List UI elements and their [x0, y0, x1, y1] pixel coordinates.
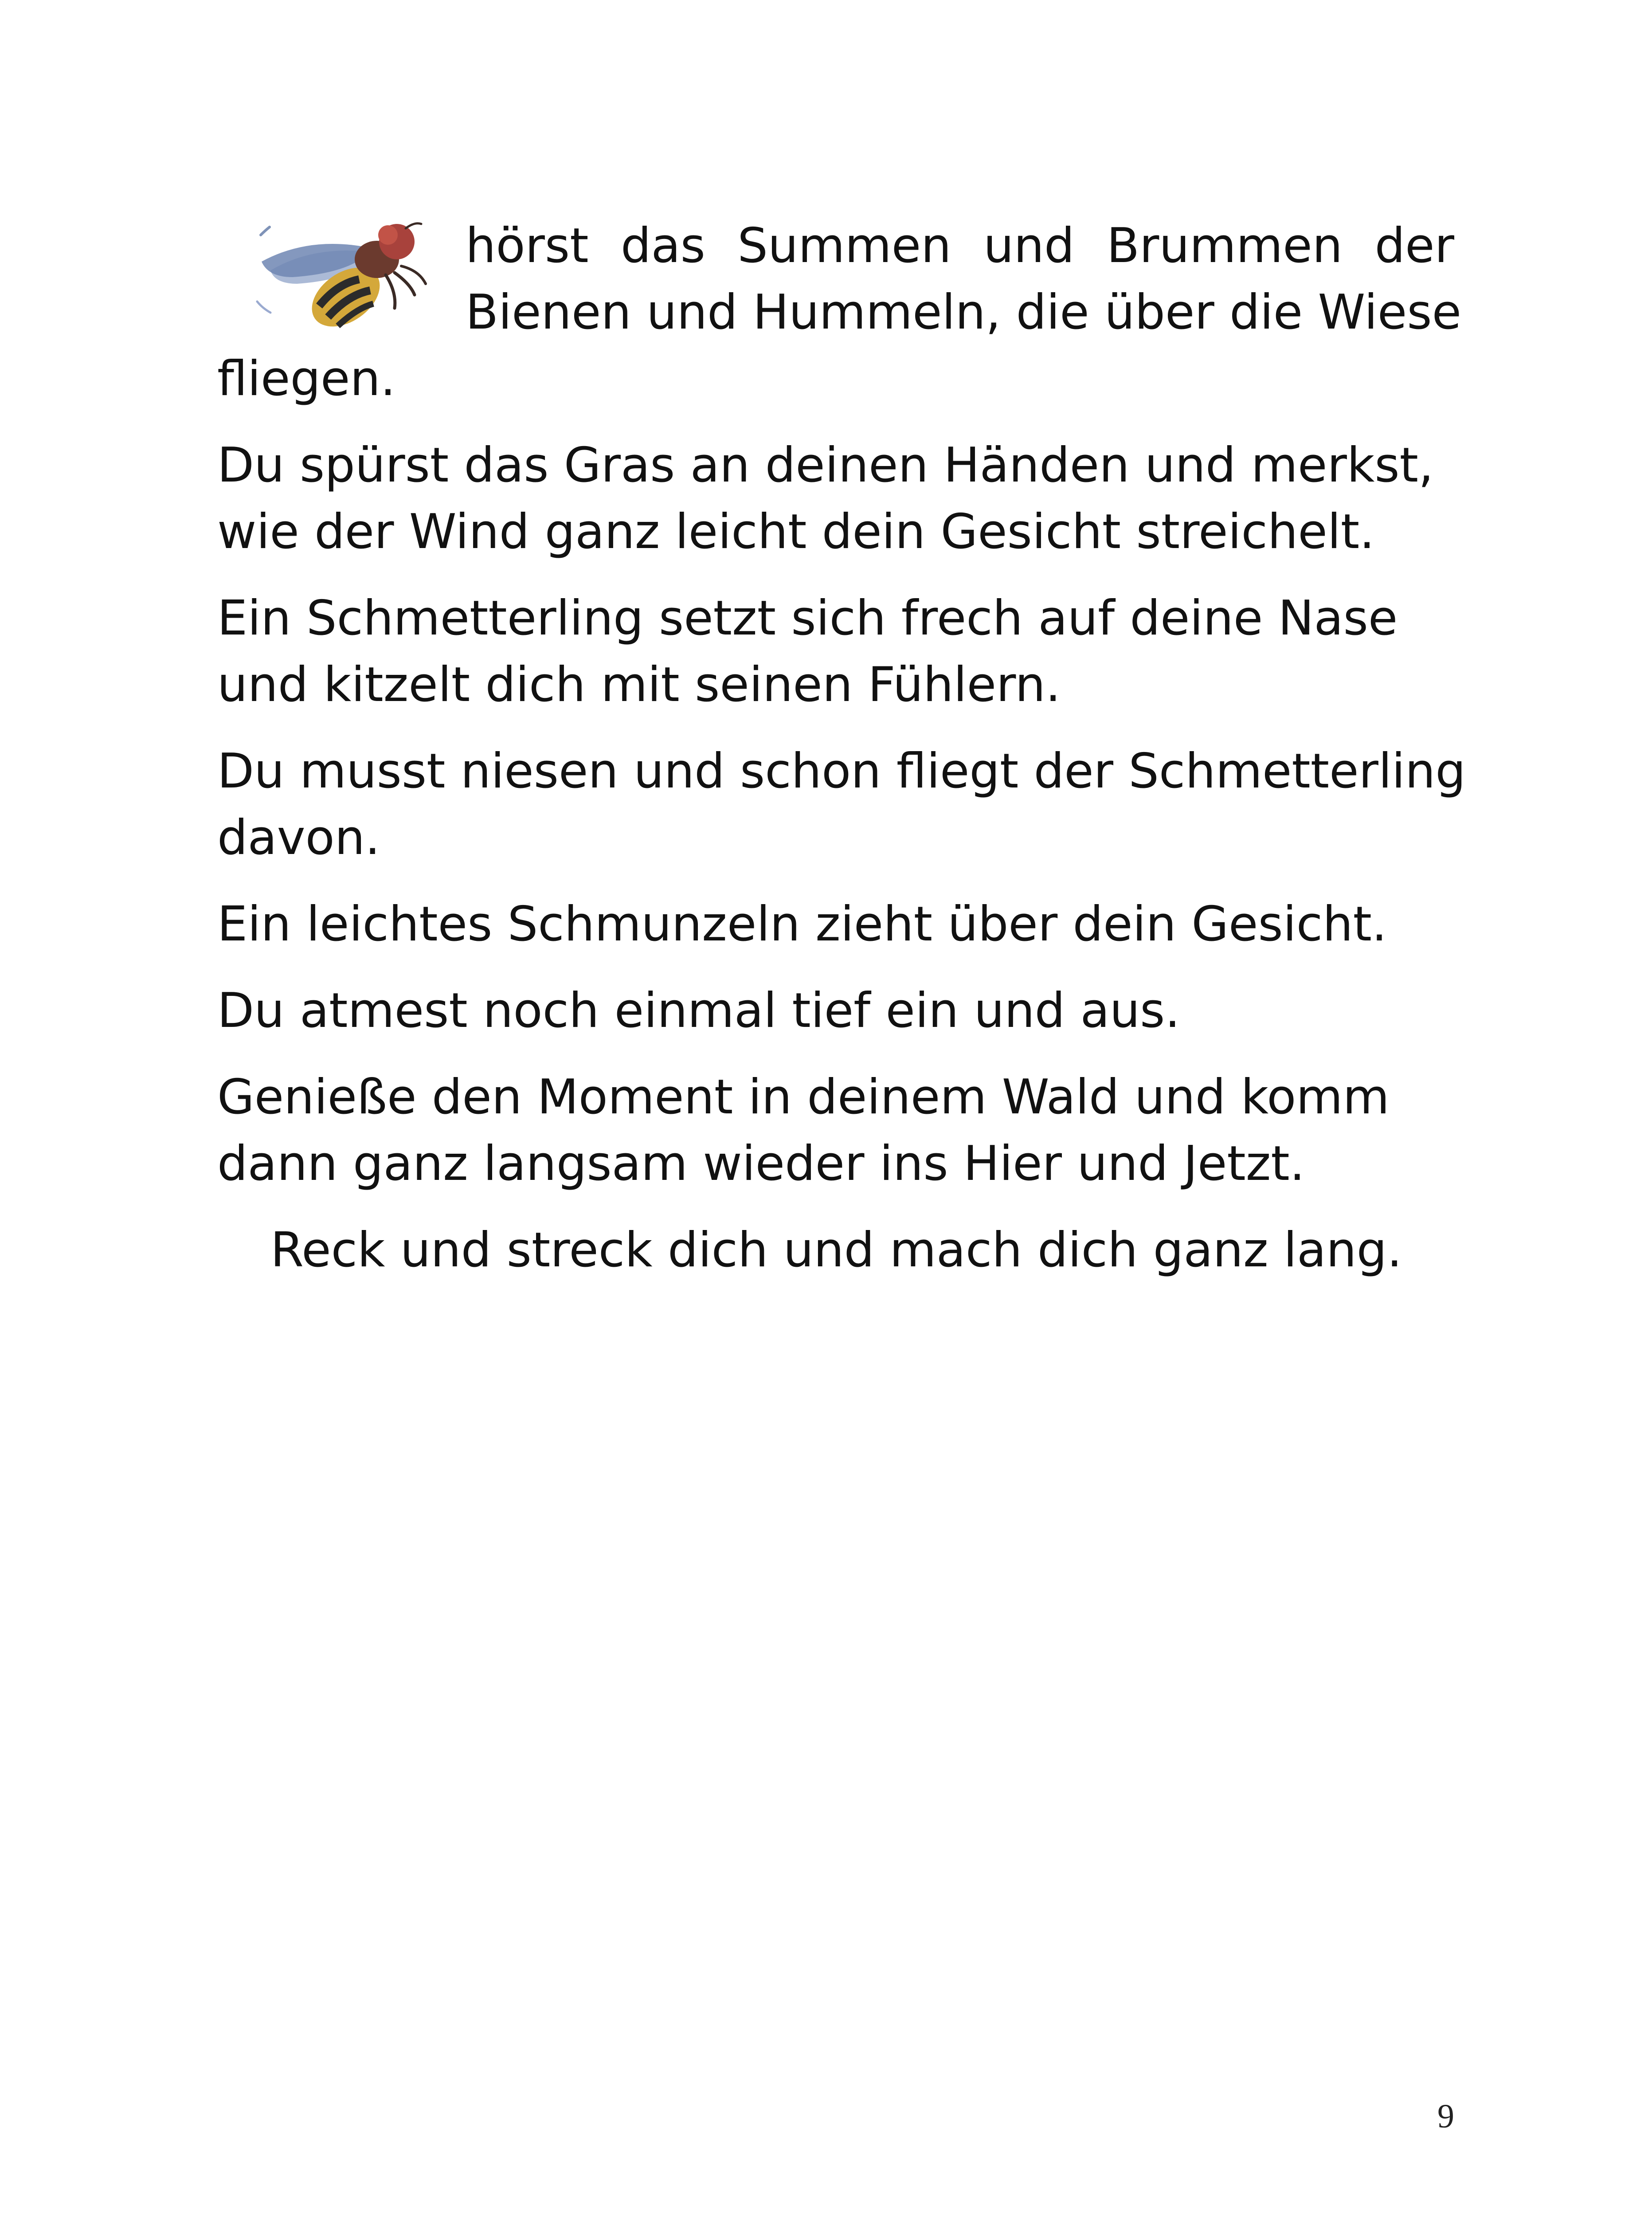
text-line: Ein Schmetterling setzt sich frech auf deine Nase	[217, 591, 1398, 646]
paragraph-breathe	[217, 978, 1454, 1044]
text-line: Du atmest noch einmal tief ein und aus.	[217, 983, 1180, 1038]
text-line: fliegen.	[217, 351, 396, 407]
text-line: hörst das Summen und Brummen der	[466, 218, 1454, 274]
text-line: wie der Wind ganz leicht dein Gesicht streichelt.	[217, 504, 1375, 560]
text-line: dann ganz langsam wieder ins Hier und Jetzt.	[217, 1136, 1305, 1191]
text-line: und kitzelt dich mit seinen Fühlern.	[217, 657, 1061, 713]
paragraph-butterfly	[217, 585, 1454, 718]
paragraph-stretch	[217, 1217, 1454, 1284]
text-line: Reck und streck dich und mach dich ganz lang.	[270, 1222, 1402, 1278]
bumblebee-icon	[244, 217, 448, 341]
text-line: Du musst niesen und schon fliegt der Schmetterling	[217, 744, 1466, 799]
paragraph-grass	[217, 432, 1454, 565]
paragraph-smile	[217, 891, 1454, 958]
paragraph-sneeze	[217, 738, 1466, 871]
story-text	[217, 213, 1466, 1284]
page-number: 9	[1437, 2098, 1454, 2135]
text-line: Genieße den Moment in deinem Wald und komm	[217, 1069, 1390, 1125]
text-line: Bienen und Hummeln, die über die Wiese	[466, 285, 1462, 340]
paragraph-moment	[217, 1064, 1454, 1197]
paragraph-bees	[217, 213, 1462, 412]
text-line: davon.	[217, 810, 380, 866]
text-line: Ein leichtes Schmunzeln zieht über dein Gesicht.	[217, 897, 1387, 952]
text-line: Du spürst das Gras an deinen Händen und merkst,	[217, 438, 1434, 493]
